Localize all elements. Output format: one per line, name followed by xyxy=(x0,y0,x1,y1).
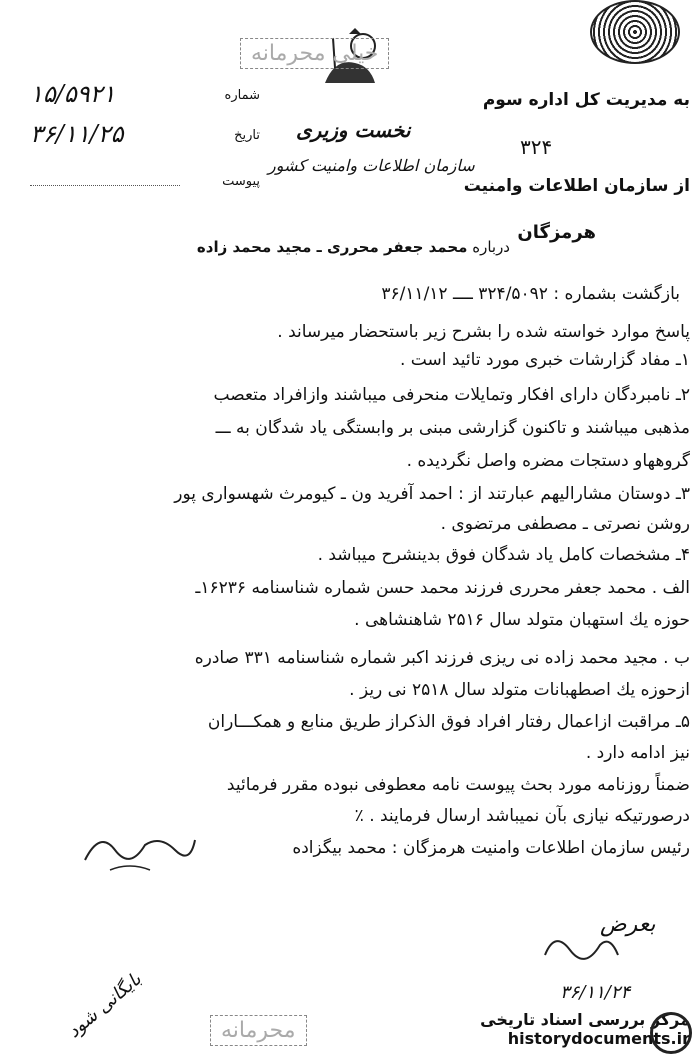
recipient-line: به مدیریت کل اداره سوم xyxy=(482,90,690,110)
margin-note: بایگانی شود xyxy=(63,968,146,1043)
from-prefix: از xyxy=(674,176,690,196)
signature-squiggle-icon xyxy=(540,925,620,969)
body-line: گروههاو دستجات مضره واصل نگردیده . xyxy=(406,451,690,471)
from-line: سازمان اطلاعات وامنیت xyxy=(463,176,669,196)
letter-date: ۳۶/۱۱/۲۵ xyxy=(30,120,124,148)
body-line: درصورتیکه نیازی بآن نمیباشد ارسال فرمایند . ٪ xyxy=(354,806,690,826)
intro-line: پاسخ موارد خواسته شده را بشرح زیر باستحضار میرساند . xyxy=(277,322,690,342)
body-line: ۴ـ مشخصات کامل یاد شدگان فوق بدینشرح میباشد . xyxy=(317,545,690,565)
handwritten-sign: بعرض xyxy=(600,912,656,937)
letter-number: ۱۵/۵۹۲۱ xyxy=(30,80,116,108)
from-row xyxy=(464,176,690,196)
body-line: ازحوزه یك اصطهبانات متولد سال ۲۵۱۸ نی ریز . xyxy=(349,680,690,700)
attachment-label: پیوست xyxy=(222,174,260,189)
organization-title: سازمان اطلاعات وامنیت کشور xyxy=(268,156,475,175)
signature-line: رئیس سازمان اطلاعات وامنیت هرمزگان : محمد بیگزاده xyxy=(292,838,690,858)
ministry-title: نخست وزیری xyxy=(296,118,411,142)
body-line: حوزه یك استهبان متولد سال ۲۵۱۶ شاهنشاهی . xyxy=(354,610,690,630)
body-line: ضمناً روزنامه مورد بحث پیوست نامه معطوفی نبوده مقرر فرمائید xyxy=(226,775,690,795)
handwritten-date: ۳۶/۱۱/۲۴ xyxy=(560,982,631,1003)
body-line: ۱ـ مفاد گزارشات خبری مورد تائید است . xyxy=(400,350,690,370)
watermark-persian: مرکز بررسی اسناد تاریخی xyxy=(480,1010,690,1029)
subject-text: محمد جعفر محرری ـ مجید محمد زاده xyxy=(196,238,468,256)
letter-number-label: شماره xyxy=(224,88,260,103)
attachment-row xyxy=(30,172,260,192)
from-city: هرمزگان xyxy=(517,222,596,243)
round-seal-icon xyxy=(590,0,680,64)
body-line: روشن نصرتی ـ مصطفی مرتضوی . xyxy=(440,514,690,534)
recipient-code: ۳۲۴ xyxy=(520,135,553,159)
confidential-stamp: خیلی محرمانه xyxy=(240,38,389,69)
date-row xyxy=(30,120,260,148)
body-line: الف . محمد جعفر محرری فرزند محمد حسن شماره شناسنامه ۱۶۲۳۶ـ xyxy=(195,578,690,598)
date-label: تاریخ xyxy=(234,128,260,143)
subject-prefix: درباره xyxy=(472,238,510,256)
attachment-blank xyxy=(30,184,180,186)
reference-line: بازگشت بشماره : ۳۲۴/۵۰۹۲ ــــ ۳۶/۱۱/۱۲ xyxy=(381,284,680,304)
signature-scribble-icon xyxy=(80,820,200,879)
watermark-latin: historydocuments.ir xyxy=(507,1029,690,1048)
subject-row xyxy=(197,238,510,256)
body-line: ۳ـ دوستان مشارالیهم عبارتند از : احمد آفرید ون ـ کیومرث شهسواری پور xyxy=(174,484,690,504)
body-line: ۵ـ مراقبت ازاعمال رفتار افراد فوق الذکراز طریق منابع و همکـــاران xyxy=(207,712,690,732)
archive-logo-icon xyxy=(650,1012,692,1054)
letter-number-row xyxy=(30,80,260,108)
body-line: نیز ادامه دارد . xyxy=(585,743,690,763)
body-line: ۲ـ نامبردگان دارای افکار وتمایلات منحرفی میباشند وازافراد متعصب xyxy=(213,385,690,405)
body-line: مذهبی میباشند و تاکنون گزارشی مبنی بر وابستگی یاد شدگان به ـــ xyxy=(215,418,690,438)
body-line: ب . مجید محمد زاده نی ریزی فرزند اکبر شماره شناسنامه ۳۳۱ صادره xyxy=(194,648,690,668)
bottom-confidential-stamp: محرمانه xyxy=(210,1015,307,1046)
